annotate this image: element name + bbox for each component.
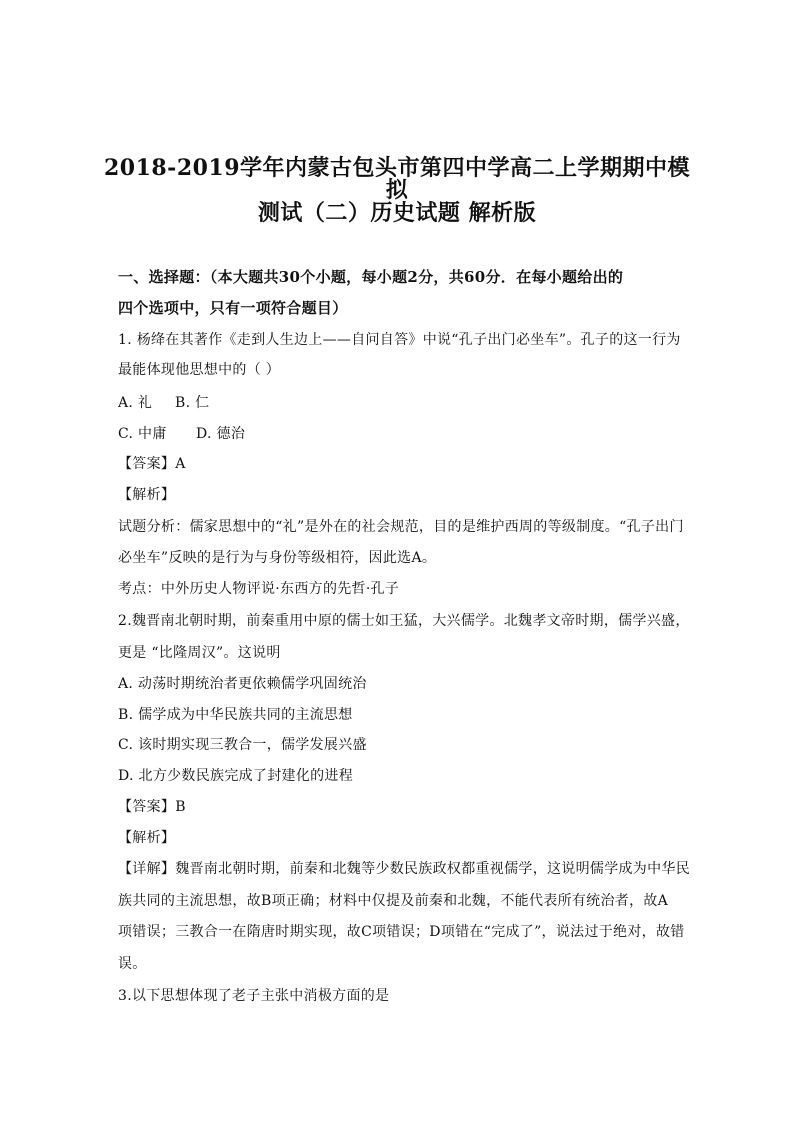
q1-answer: 【答案】A	[118, 456, 186, 472]
q1-topic: 考点：中外历史人物评说·东西方的先哲·孔子	[118, 581, 400, 597]
q2-detail-line-1: 【详解】魏晋南北朝时期，前秦和北魏等少数民族政权都重视儒学，这说明儒学成为中华民	[118, 861, 690, 877]
q2-detail-line-4: 误。	[118, 956, 147, 972]
q1-stem-line-1: 1. 杨绛在其著作《走到人生边上——自问自答》中说“孔子出门必坐车”。孔子的这一行为	[118, 332, 681, 348]
q2-answer: 【答案】B	[118, 799, 186, 815]
q2-option-b: B. 儒学成为中华民族共同的主流思想	[118, 707, 353, 723]
q2-stem-line-2: 更是 “比隆周汉”。这说明	[118, 645, 281, 661]
q1-option-c: C. 中庸	[118, 426, 167, 442]
document-title-line-1: 2018-2019学年内蒙古包头市第四中学高二上学期期中模拟	[103, 155, 691, 203]
section-heading-line-2: 四个选项中，只有一项符合题目）	[118, 299, 348, 317]
q1-option-b: B. 仁	[175, 395, 210, 411]
document-title-line-2: 测试（二）历史试题 解析版	[257, 200, 537, 226]
q2-option-a: A. 动荡时期统治者更依赖儒学巩固统治	[118, 676, 367, 692]
q1-analysis-label: 【解析】	[118, 487, 176, 503]
q2-option-d: D. 北方少数民族完成了封建化的进程	[118, 768, 354, 784]
q2-analysis-label: 【解析】	[118, 830, 176, 846]
q2-detail-line-3: 项错误；三教合一在隋唐时期实现，故C项错误；D项错在“完成了”，说法过于绝对，故错	[118, 924, 685, 940]
section-heading-line-1: 一、选择题：（本大题共30个小题，每小题2分，共60分．在每小题给出的	[118, 268, 624, 286]
q1-option-a: A. 礼	[118, 395, 153, 411]
q3-stem-line-1: 3.以下思想体现了老子主张中消极方面的是	[118, 988, 390, 1004]
q1-analysis-line-1: 试题分析：儒家思想中的“礼”是外在的社会规范，目的是维护西周的等级制度。“孔子出门	[118, 519, 684, 535]
q1-option-d: D. 德治	[196, 426, 246, 442]
q1-stem-line-2: 最能体现他思想中的（ ）	[118, 362, 281, 378]
q2-option-c: C. 该时期实现三教合一，儒学发展兴盛	[118, 737, 367, 753]
q2-detail-line-2: 族共同的主流思想，故B项正确；材料中仅提及前秦和北魏，不能代表所有统治者，故A	[118, 893, 669, 909]
q1-analysis-line-2: 必坐车”反映的是行为与身份等级相符，因此选A。	[118, 550, 437, 566]
q2-stem-line-1: 2.魏晋南北朝时期，前秦重用中原的儒士如王猛，大兴儒学。北魏孝文帝时期，儒学兴盛，	[118, 613, 690, 629]
